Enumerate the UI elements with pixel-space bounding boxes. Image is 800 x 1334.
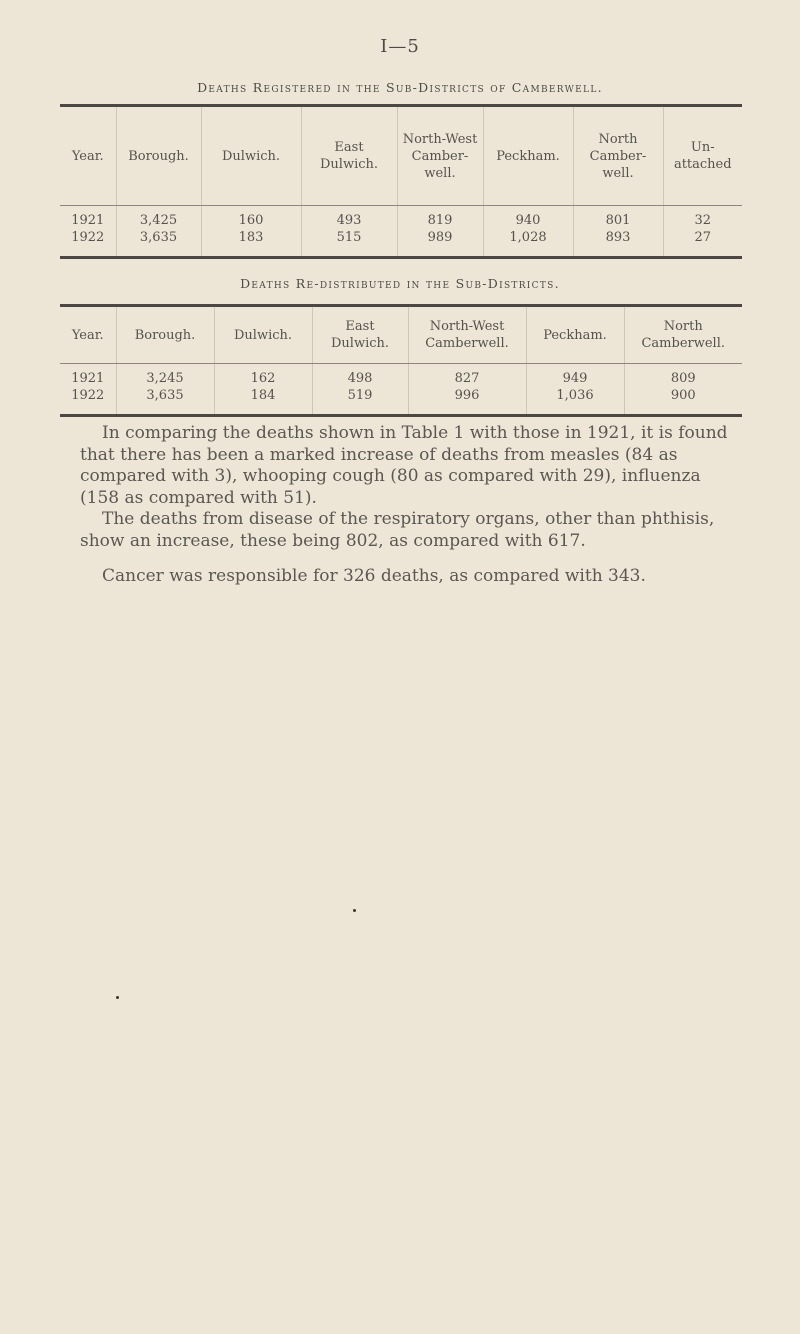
table1-cell-east-dulwich: 493	[301, 206, 397, 230]
table1-cell-unattached: 32	[663, 206, 742, 230]
table1-cell-borough: 3,425	[116, 206, 201, 230]
table2-cell-year: 1921	[71, 371, 105, 386]
table2-cell-dulwich: 162	[214, 364, 312, 388]
table1-cell-unattached: 27	[663, 229, 742, 258]
table2-cell-north-camberwell: 900	[624, 387, 742, 416]
table1-cell-north-west-camberwell: 819	[397, 206, 483, 230]
table2-header-row	[60, 306, 742, 364]
table1-cell-east-dulwich: 515	[301, 229, 397, 258]
table2-header-east-dulwich: East Dulwich.	[312, 306, 408, 364]
table1-header-north-camberwell: North Camber-well.	[573, 106, 663, 206]
table1-cell-year: 1921	[71, 213, 105, 228]
paragraph-deaths-comparison: In comparing the deaths shown in Table 1 with those in 1921, it is found that there has been a marked increase of deaths from measles (84 as compared with 3), whooping cough (80 as compared with 29), influenza (158 as compared with 51).	[80, 423, 728, 508]
table-row	[60, 206, 742, 230]
deaths-redistributed-table	[60, 304, 742, 417]
table2-header-borough: Borough.	[116, 306, 214, 364]
table2-caption: Deaths Re-distributed in the Sub-Districts.	[240, 276, 560, 291]
table1-header-north-west-camberwell: North-West Camber-well.	[397, 106, 483, 206]
table2-cell-north-west-camberwell: 827	[408, 364, 526, 388]
table1-cell-dulwich: 183	[201, 229, 301, 258]
table2-cell-north-west-camberwell: 996	[408, 387, 526, 416]
table2-cell-east-dulwich: 498	[312, 364, 408, 388]
table2-header-peckham: Peckham.	[526, 306, 624, 364]
table-row	[60, 387, 742, 416]
table2-cell-peckham: 1,036	[526, 387, 624, 416]
table1-cell-year: 1922	[71, 230, 105, 245]
table1-cell-peckham: 940	[483, 206, 573, 230]
table2-header-year: Year.	[60, 306, 116, 364]
table2-cell-peckham: 949	[526, 364, 624, 388]
table-row	[60, 364, 742, 388]
paragraph-cancer-deaths: Cancer was responsible for 326 deaths, as compared with 343.	[102, 566, 646, 586]
table1-cell-dulwich: 160	[201, 206, 301, 230]
table1-header-borough: Borough.	[116, 106, 201, 206]
table2-cell-borough: 3,635	[116, 387, 214, 416]
table-row	[60, 229, 742, 258]
table1-cell-peckham: 1,028	[483, 229, 573, 258]
table1-cell-north-west-camberwell: 989	[397, 229, 483, 258]
ink-speck	[353, 909, 356, 912]
table2-cell-north-camberwell: 809	[624, 364, 742, 388]
table1-header-dulwich: Dulwich.	[201, 106, 301, 206]
table2-cell-borough: 3,245	[116, 364, 214, 388]
ink-speck	[116, 996, 119, 999]
table1-header-row	[60, 106, 742, 206]
table2-header-north-west-camberwell: North-West Camberwell.	[408, 306, 526, 364]
table2-header-north-camberwell: North Camberwell.	[624, 306, 742, 364]
table2-header-dulwich: Dulwich.	[214, 306, 312, 364]
table1-header-east-dulwich: East Dulwich.	[301, 106, 397, 206]
table2-cell-dulwich: 184	[214, 387, 312, 416]
table1-header-year: Year.	[60, 106, 116, 206]
table1-cell-north-camberwell: 801	[573, 206, 663, 230]
page-number: I—5	[380, 36, 420, 57]
table1-caption: Deaths Registered in the Sub-Districts of Camberwell.	[197, 80, 603, 95]
paragraph-respiratory-deaths: The deaths from disease of the respiratory organs, other than phthisis, show an increase, these being 802, as compared with 617.	[80, 509, 715, 551]
table1-cell-borough: 3,635	[116, 229, 201, 258]
deaths-registered-table	[60, 104, 742, 259]
table1-header-peckham: Peckham.	[483, 106, 573, 206]
table1-header-unattached: Un-attached	[663, 106, 742, 206]
table1-cell-north-camberwell: 893	[573, 229, 663, 258]
table2-cell-year: 1922	[71, 388, 105, 403]
table2-cell-east-dulwich: 519	[312, 387, 408, 416]
